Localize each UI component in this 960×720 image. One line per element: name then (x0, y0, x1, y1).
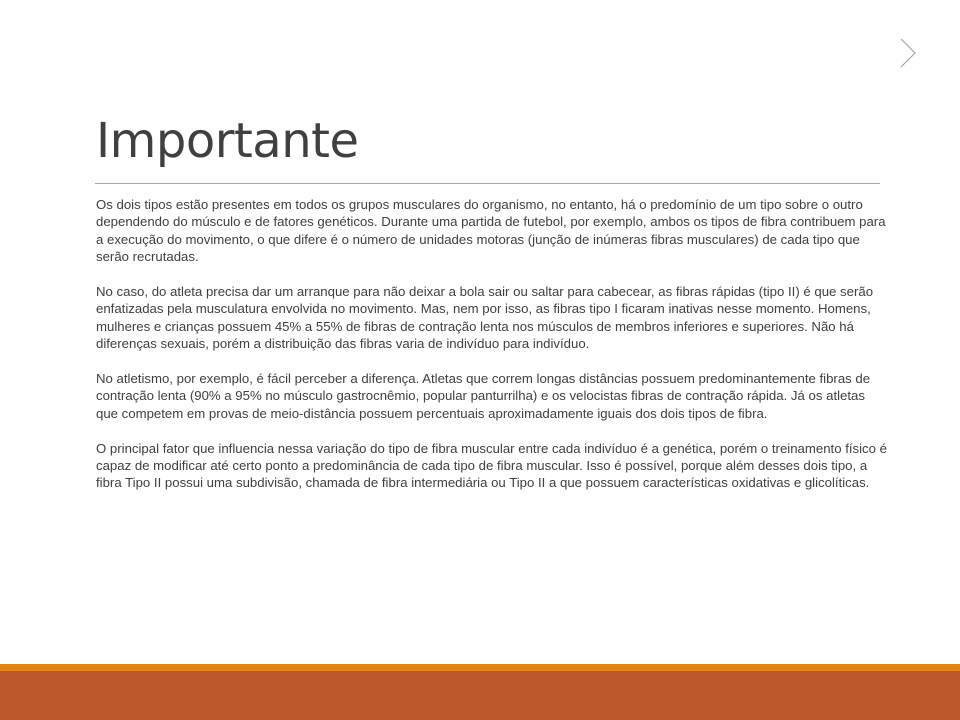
title-divider (95, 183, 880, 184)
body-paragraph: No atletismo, por exemplo, é fácil perceber a diferença. Atletas que correm longas distâncias possuem predominantemente fibras de contração lenta (90% a 95% no músculo gastrocnêmio, popular panturrilha) e os velocistas fibras de contração rápida. Já os atletas que competem em provas de meio-distância possuem percentuais aproximadamente iguais dos dois tipos de fibra. (96, 371, 871, 421)
footer-band (0, 671, 960, 720)
body-paragraph: No caso, do atleta precisa dar um arranque para não deixar a bola sair ou saltar para cabecear, as fibras rápidas (tipo II) é que serão enfatizadas pela musculatura envolvida no movimento. Mas, nem por isso, as fibras tipo I ficaram inativas nesse momento. Homens, mulheres e crianças possuem 45% a 55% de fibras de contração lenta nos músculos de membros inferiores e superiores. Não há diferenças sexuais, porém a distribuição das fibras varia de indivíduo para indivíduo. (96, 284, 874, 352)
slide-title: Importante (96, 113, 359, 169)
slide-body (96, 196, 888, 509)
body-paragraph: Os dois tipos estão presentes em todos os grupos musculares do organismo, no entanto, há o predomínio de um tipo sobre o outro dependendo do músculo e de fatores genéticos. Durante uma partida de futebol, por exemplo, ambos os tipos de fibra contribuem para a execução do movimento, o que difere é o número de unidades motoras (junção de inúmeras fibras musculares) de cada tipo que serão recrutadas. (96, 197, 886, 265)
body-paragraph: O principal fator que influencia nessa variação do tipo de fibra muscular entre cada indivíduo é a genética, porém o treinamento físico é capaz de modificar até certo ponto a predominância de cada tipo de fibra muscular. Isso é possível, porque além desses dois tipo, a fibra Tipo II possui uma subdivisão, chamada de fibra intermediária ou Tipo II a que possuem características oxidativas e glicolíticas. (96, 440, 887, 491)
footer-accent-stripe (0, 664, 960, 671)
chevron-right-icon[interactable] (900, 38, 916, 68)
